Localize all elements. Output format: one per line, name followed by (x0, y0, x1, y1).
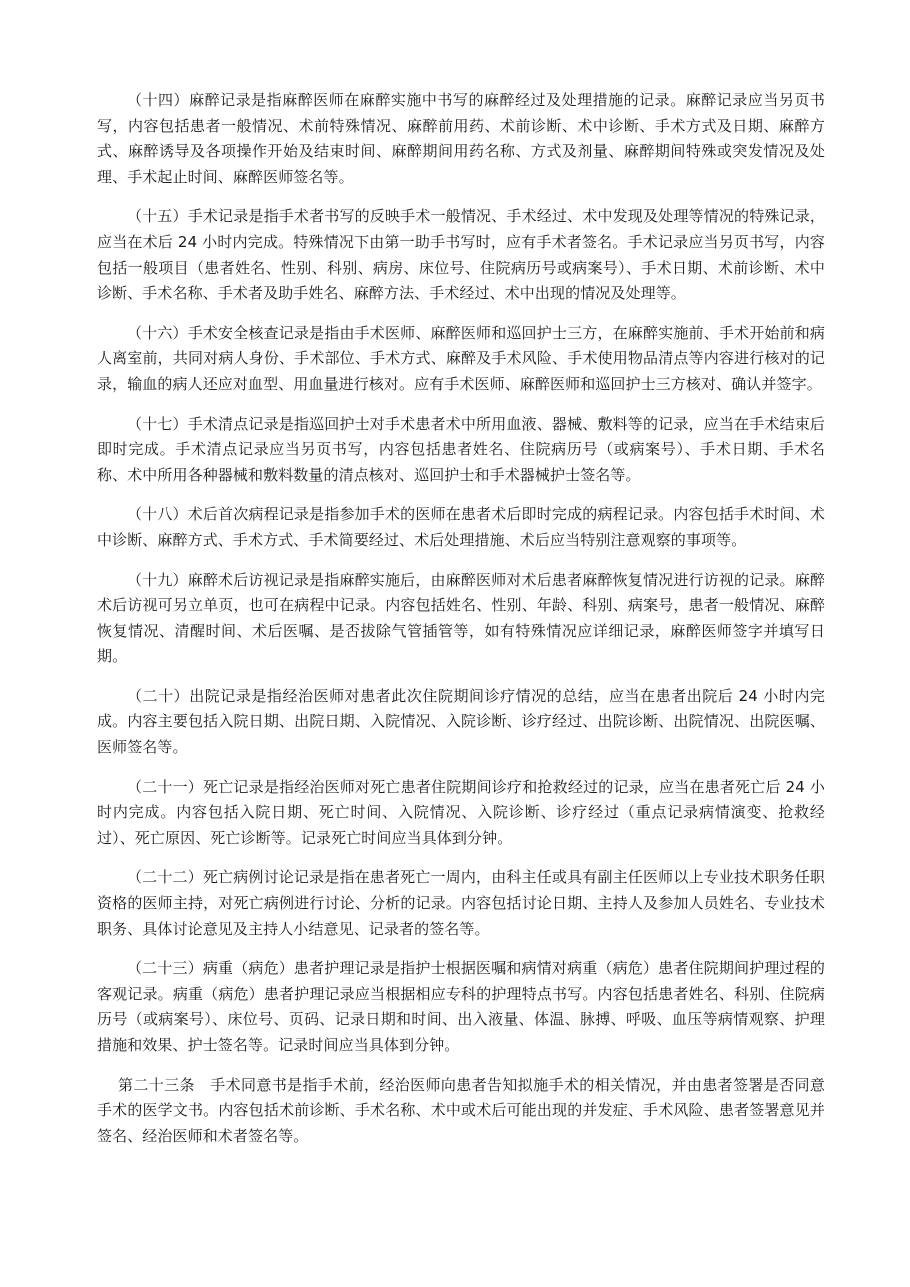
paragraph-surgical-safety-check: （十六）手术安全核查记录是指由手术医师、麻醉医师和巡回护士三方，在麻醉实施前、手术开始前和病人离室前，共同对病人身份、手术部位、手术方式、麻醉及手术风险、手术使用物品清点等内容进行核对的记录，输血的病人还应对血型、用血量进行核对。应有手术医师、麻醉医师和巡回护士三方核对、确认并签字。 (97, 323, 825, 393)
paragraph-critical-nursing-record: （二十三）病重（病危）患者护理记录是指护士根据医嘱和病情对病重（病危）患者住院期间护理过程的客观记录。病重（病危）患者护理记录应当根据相应专科的护理特点书写。内容包括患者姓名、科别、住院病历号（或病案号）、床位号、页码、记录日期和时间、出入液量、体温、脉搏、呼吸、血压等病情观察、护理措施和效果、护士签名等。记录时间应当具体到分钟。 (97, 959, 825, 1054)
paragraph-postanesthesia-visit: （十九）麻醉术后访视记录是指麻醉实施后，由麻醉医师对术后患者麻醉恢复情况进行访视的记录。麻醉术后访视可另立单页，也可在病程中记录。内容包括姓名、性别、年龄、科别、病案号，患者一般情况、麻醉恢复情况、清醒时间、术后医嘱、是否拔除气管插管等，如有特殊情况应详细记录，麻醉医师签字并填写日期。 (97, 570, 825, 666)
paragraph-death-case-discussion: （二十二）死亡病例讨论记录是指在患者死亡一周内，由科主任或具有副主任医师以上专业技术职务任职资格的医师主持，对死亡病例进行讨论、分析的记录。内容包括讨论日期、主持人及参加人员姓名、专业技术职务、具体讨论意见及主持人小结意见、记录者的签名等。 (97, 868, 825, 938)
paragraph-surgical-count-record: （十七）手术清点记录是指巡回护士对手术患者术中所用血液、器械、敷料等的记录，应当在手术结束后即时完成。手术清点记录应当另页书写，内容包括患者姓名、住院病历号（或病案号）、手术日期、手术名称、术中所用各种器械和敷料数量的清点核对、巡回护士和手术器械护士签名等。 (97, 414, 825, 484)
paragraph-surgery-record: （十五）手术记录是指手术者书写的反映手术一般情况、手术经过、术中发现及处理等情况的特殊记录，应当在术后 24 小时内完成。特殊情况下由第一助手书写时，应有手术者签名。手术记录应当另页书写，内容包括一般项目（患者姓名、性别、科别、病房、床位号、住院病历号或病案号）、手术日期、术前诊断、术中诊断、手术名称、手术者及助手姓名、麻醉方法、手术经过、术中出现的情况及处理等。 (97, 207, 825, 303)
paragraph-postop-first-progress-note: （十八）术后首次病程记录是指参加手术的医师在患者术后即时完成的病程记录。内容包括手术时间、术中诊断、麻醉方式、手术方式、手术简要经过、术后处理措施、术后应当特别注意观察的事项等。 (97, 505, 825, 549)
document-body (97, 88, 825, 1163)
paragraph-death-record: （二十一）死亡记录是指经治医师对死亡患者住院期间诊疗和抢救经过的记录，应当在患者死亡后 24 小时内完成。内容包括入院日期、死亡时间、入院情况、入院诊断、诊疗经过（重点记录病情演变、抢救经过）、死亡原因、死亡诊断等。记录死亡时间应当具体到分钟。 (97, 777, 825, 847)
paragraph-discharge-record: （二十）出院记录是指经治医师对患者此次住院期间诊疗情况的总结，应当在患者出院后 24 小时内完成。内容主要包括入院日期、出院日期、入院情况、入院诊断、诊疗经过、出院诊断、出院情况、出院医嘱、医师签名等。 (97, 686, 825, 757)
paragraph-article-23-consent: 第二十三条 手术同意书是指手术前，经治医师向患者告知拟施手术的相关情况，并由患者签署是否同意手术的医学文书。内容包括术前诊断、手术名称、术中或术后可能出现的并发症、手术风险、患者签署意见并签名、经治医师和术者签名等。 (97, 1075, 825, 1145)
paragraph-anesthesia-record: （十四）麻醉记录是指麻醉医师在麻醉实施中书写的麻醉经过及处理措施的记录。麻醉记录应当另页书写，内容包括患者一般情况、术前特殊情况、麻醉前用药、术前诊断、术中诊断、手术方式及日期、麻醉方式、麻醉诱导及各项操作开始及结束时间、麻醉期间用药名称、方式及剂量、麻醉期间特殊或突发情况及处理、手术起止时间、麻醉医师签名等。 (97, 91, 825, 186)
